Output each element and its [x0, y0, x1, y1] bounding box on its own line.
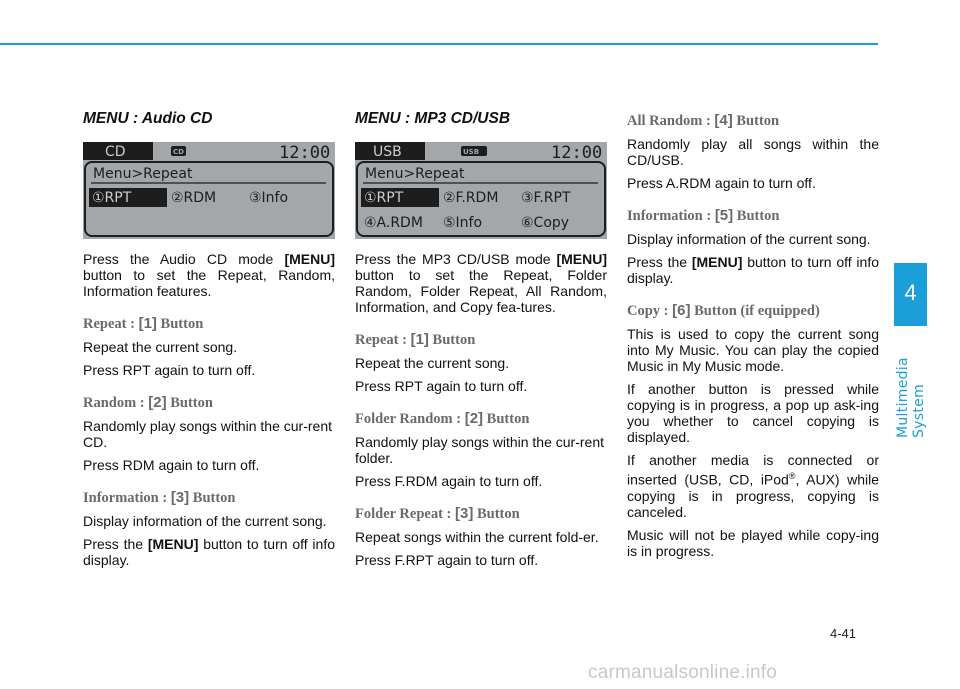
- body-text: Press RPT again to turn off.: [83, 362, 256, 378]
- lcd-option-3: ③Info: [249, 190, 289, 206]
- body-text: Press A.RDM again to turn off.: [627, 175, 816, 191]
- lcd-clock: 12:00: [551, 143, 603, 163]
- heading-all-random: All Random : [4] Button: [627, 112, 780, 129]
- heading-repeat: Repeat : [1] Button: [355, 331, 476, 348]
- menu-key: [MENU]: [691, 254, 743, 270]
- lcd-option-6: ⑥Copy: [521, 215, 570, 231]
- body-text: Display information of the current song.: [83, 513, 327, 529]
- heading-copy: Copy : [6] Button (if equipped): [627, 302, 820, 319]
- lcd-option-1: ①RPT: [364, 190, 404, 206]
- heading-folder-random: Folder Random : [2] Button: [355, 410, 530, 427]
- body-text: Press RDM again to turn off.: [83, 457, 260, 473]
- lcd-menu-path: Menu>Repeat: [365, 166, 465, 182]
- menu-key: [MENU]: [147, 536, 199, 552]
- intro-paragraph: Press the MP3 CD/USB mode [MENU] button to set the Repeat, Folder Random, Folder Repeat, All Random, Information, and Copy fea-tures.: [355, 251, 607, 315]
- watermark: carmanualsonline.info: [588, 662, 778, 683]
- body-text: If another button is pressed while copying is in progress, a pop up ask-ing you whether to cancel copying is displayed.: [627, 381, 879, 445]
- body-text: Randomly play songs within the cur-rent CD.: [83, 418, 333, 450]
- body-text: Press F.RDM again to turn off.: [355, 473, 543, 489]
- chapter-tab: 4: [894, 263, 927, 326]
- column-continued: [627, 112, 879, 566]
- body-text: Press F.RPT again to turn off.: [355, 552, 539, 568]
- lcd-display-usb: [355, 142, 607, 239]
- body-text: Press the [MENU] button to turn off info display.: [627, 254, 880, 286]
- lcd-badge: USB: [463, 148, 480, 156]
- heading-information: Information : [5] Button: [627, 207, 780, 224]
- page-number: 4-41: [830, 626, 857, 641]
- body-text: Press RPT again to turn off.: [355, 378, 528, 394]
- body-text: If another media is connected or inserted (USB, CD, iPod®, AUX) while copying is in progress, copying is canceled.: [627, 452, 879, 520]
- body-text: This is used to copy the current song into My Music. You can play the copied Music in My Music mode.: [627, 326, 879, 374]
- heading-folder-repeat: Folder Repeat : [3] Button: [355, 505, 520, 522]
- column-audio-cd: [83, 104, 335, 575]
- body-text: Randomly play songs within the cur-rent folder.: [355, 434, 605, 466]
- lcd-option-2: ②F.RDM: [443, 190, 499, 206]
- heading-random: Random : [2] Button: [83, 394, 213, 411]
- lcd-option-4: ④A.RDM: [364, 215, 423, 231]
- lcd-clock: 12:00: [279, 143, 331, 163]
- menu-key: [MENU]: [556, 251, 607, 267]
- lcd-badge: CD: [173, 148, 184, 156]
- menu-key: [MENU]: [284, 251, 335, 267]
- body-text: Music will not be played while copy-ing is in progress.: [627, 526, 879, 559]
- lcd-option-2: ②RDM: [171, 190, 217, 206]
- column-mp3-usb: [355, 104, 607, 575]
- heading-repeat: Repeat : [1] Button: [83, 315, 204, 332]
- lcd-mode: CD: [105, 144, 126, 160]
- lcd-display-cd: [83, 142, 335, 239]
- lcd-mode: USB: [373, 144, 402, 160]
- body-text: Repeat songs within the current fold-er.: [355, 529, 599, 545]
- lcd-option-3: ③F.RPT: [521, 190, 571, 206]
- intro-paragraph: Press the Audio CD mode [MENU] button to set the Repeat, Random, Information features.: [83, 251, 335, 299]
- lcd-option-5: ⑤Info: [443, 215, 483, 231]
- chapter-label: Multimedia System: [895, 357, 927, 438]
- lcd-option-1: ①RPT: [92, 190, 132, 206]
- body-text: Display information of the current song.: [627, 231, 871, 247]
- body-text: Repeat the current song.: [355, 355, 510, 371]
- body-text: Randomly play all songs within the CD/USB.: [627, 136, 879, 168]
- section-title: MENU : Audio CD: [83, 110, 213, 127]
- body-text: Repeat the current song.: [83, 339, 238, 355]
- lcd-menu-path: Menu>Repeat: [93, 166, 193, 182]
- header-rule: [0, 43, 878, 45]
- heading-information: Information : [3] Button: [83, 489, 236, 506]
- body-text: Press the [MENU] button to turn off info display.: [83, 536, 336, 568]
- section-title: MENU : MP3 CD/USB: [355, 110, 511, 127]
